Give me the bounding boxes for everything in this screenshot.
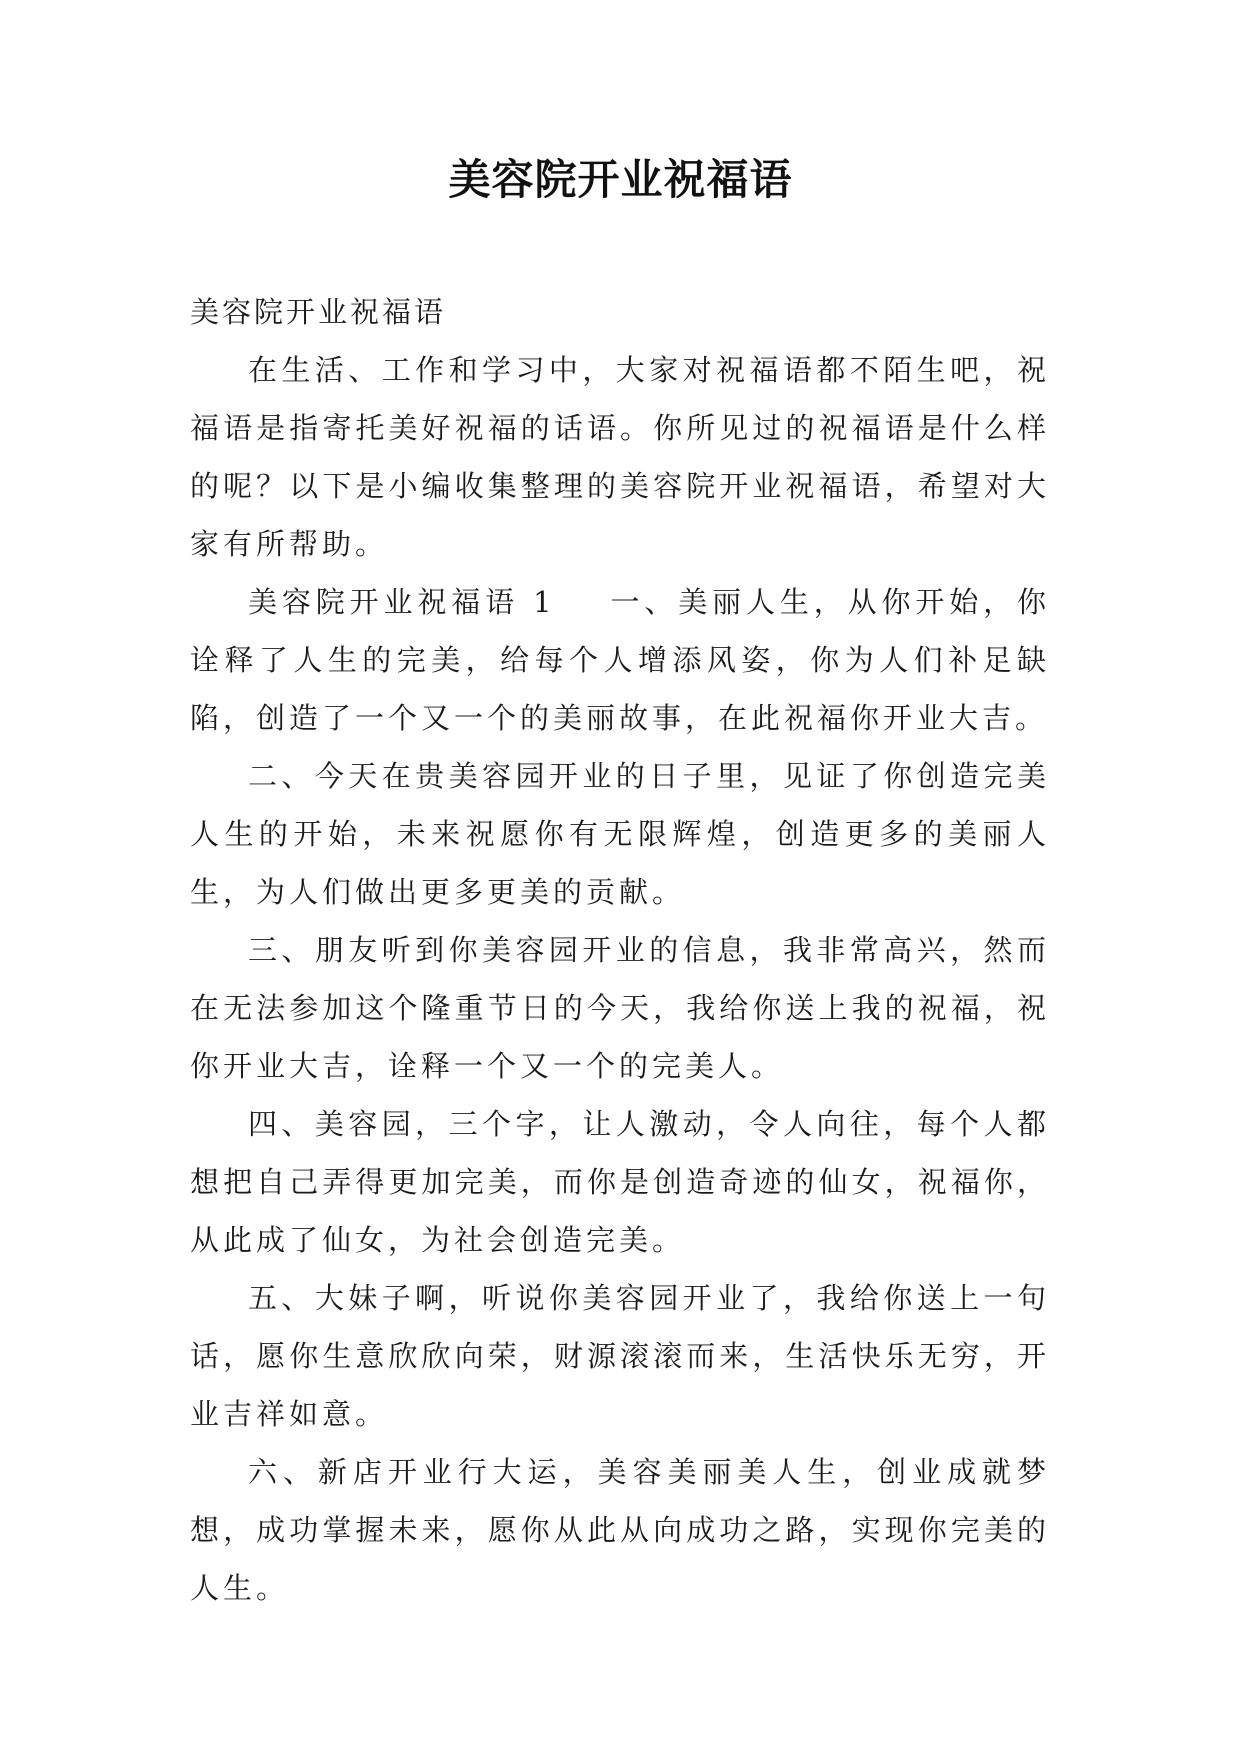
- section-first-paragraph: [190, 573, 1050, 747]
- paragraph-4: 四、美容园，三个字，让人激动，令人向往，每个人都想把自己弄得更加完美，而你是创造奇迹的仙女，祝福你，从此成了仙女，为社会创造完美。: [190, 1107, 1050, 1257]
- intro-paragraph: 在生活、工作和学习中，大家对祝福语都不陌生吧，祝福语是指寄托美好祝福的话语。你所见过的祝福语是什么样的呢？以下是小编收集整理的美容院开业祝福语，希望对大家有所帮助。: [190, 353, 1050, 561]
- document-body: [190, 283, 1050, 1617]
- paragraph-5: 五、大妹子啊，听说你美容园开业了，我给你送上一句话，愿你生意欣欣向荣，财源滚滚而来，生活快乐无穷，开业吉祥如意。: [190, 1281, 1050, 1431]
- paragraph-1: 一、美丽人生，从你开始，你诠释了人生的完美，给每个人增添风姿，你为人们补足缺陷，创造了一个又一个的美丽故事，在此祝福你开业大吉。: [190, 585, 1050, 735]
- section-heading: 美容院开业祝福语 1: [248, 585, 556, 619]
- paragraph-3: 三、朋友听到你美容园开业的信息，我非常高兴，然而在无法参加这个隆重节日的今天，我给你送上我的祝福，祝你开业大吉，诠释一个又一个的完美人。: [190, 933, 1050, 1083]
- document-subtitle: 美容院开业祝福语: [190, 295, 447, 329]
- paragraph-6: 六、新店开业行大运，美容美丽美人生，创业成就梦想，成功掌握未来，愿你从此从向成功之路，实现你完美的人生。: [190, 1455, 1050, 1605]
- document-title: 美容院开业祝福语: [448, 155, 793, 204]
- paragraph-2: 二、今天在贵美容园开业的日子里，见证了你创造完美人生的开始，未来祝愿你有无限辉煌，创造更多的美丽人生，为人们做出更多更美的贡献。: [190, 759, 1050, 909]
